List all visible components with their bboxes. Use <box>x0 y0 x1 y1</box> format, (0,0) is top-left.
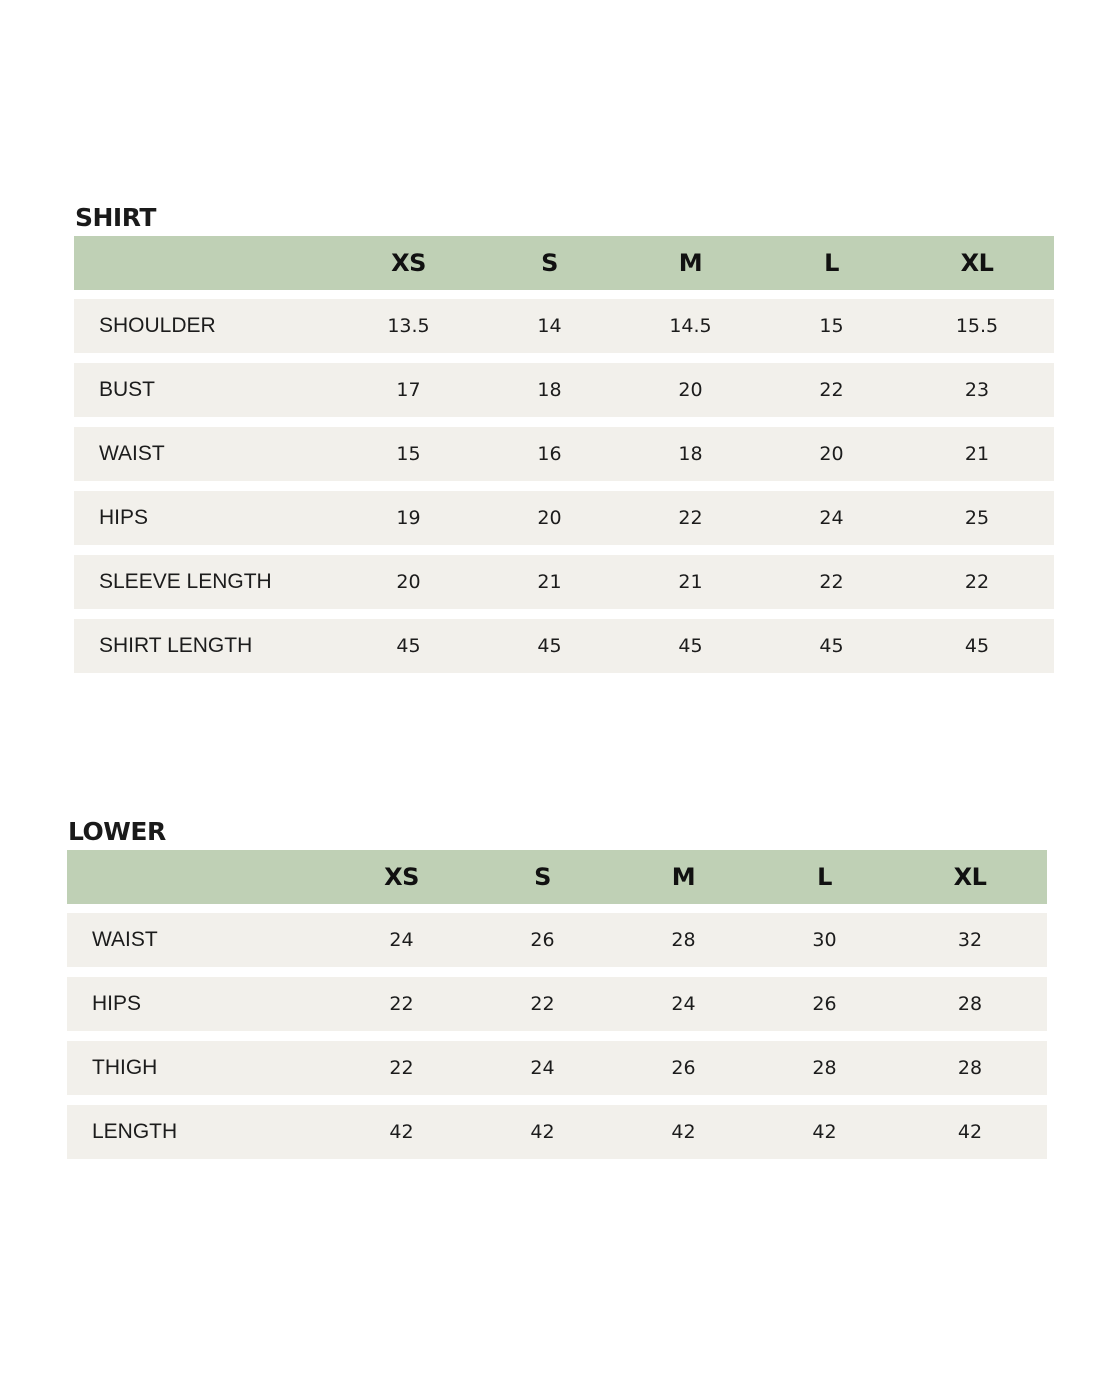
table-cell: 24 <box>819 507 844 529</box>
table-cell: 19 <box>396 507 421 529</box>
lower-size-m: M <box>671 863 696 891</box>
table-cell: 28 <box>957 993 983 1015</box>
table-cell: 16 <box>537 443 562 465</box>
table-cell: 45 <box>396 635 421 657</box>
table-cell: 42 <box>530 1121 555 1143</box>
table-cell: 22 <box>819 571 844 593</box>
lower-size-table <box>67 850 1047 1159</box>
table-cell: 18 <box>537 379 562 401</box>
table-cell: 42 <box>957 1121 983 1143</box>
table-cell: 14.5 <box>669 315 712 337</box>
table-cell: 18 <box>678 443 703 465</box>
shirt-size-l: L <box>824 249 839 277</box>
table-cell: 45 <box>819 635 844 657</box>
table-cell: 45 <box>678 635 703 657</box>
table-cell: 15 <box>819 315 844 337</box>
shirt-size-table <box>74 236 1054 673</box>
table-cell: 23 <box>964 379 990 401</box>
table-cell: 42 <box>671 1121 696 1143</box>
table-cell: 42 <box>389 1121 414 1143</box>
lower-section-title: LOWER <box>68 817 166 846</box>
table-cell: 22 <box>530 993 555 1015</box>
lower-size-s: S <box>534 863 551 891</box>
table-cell: 13.5 <box>387 315 430 337</box>
table-cell: 21 <box>537 571 562 593</box>
row-label: WAIST <box>92 928 158 951</box>
row-label: LENGTH <box>92 1120 178 1143</box>
table-row <box>67 913 1047 967</box>
table-cell: 14 <box>537 315 562 337</box>
table-cell: 17 <box>396 379 421 401</box>
table-cell: 15.5 <box>955 315 999 337</box>
table-cell: 20 <box>396 571 421 593</box>
table-cell: 28 <box>671 929 696 951</box>
table-cell: 28 <box>812 1057 837 1079</box>
table-row <box>74 619 1054 673</box>
table-row <box>74 555 1054 609</box>
table-cell: 45 <box>964 635 990 657</box>
row-label: THIGH <box>92 1056 158 1079</box>
table-cell: 25 <box>964 507 990 529</box>
table-cell: 26 <box>530 929 555 951</box>
table-cell: 15 <box>396 443 421 465</box>
row-label: BUST <box>99 378 156 401</box>
row-label: WAIST <box>99 442 165 465</box>
shirt-header-row <box>74 236 1054 290</box>
table-cell: 30 <box>812 929 837 951</box>
table-cell: 24 <box>530 1057 555 1079</box>
table-cell: 26 <box>671 1057 696 1079</box>
row-label: SHOULDER <box>99 314 216 337</box>
row-label: SHIRT LENGTH <box>99 634 253 657</box>
table-cell: 26 <box>812 993 837 1015</box>
table-cell: 20 <box>537 507 562 529</box>
table-row <box>74 427 1054 481</box>
table-cell: 42 <box>812 1121 837 1143</box>
table-cell: 21 <box>964 443 990 465</box>
table-row <box>67 1105 1047 1159</box>
table-cell: 22 <box>819 379 844 401</box>
row-label: HIPS <box>92 992 142 1015</box>
table-cell: 24 <box>389 929 414 951</box>
table-cell: 45 <box>537 635 562 657</box>
shirt-section-title: SHIRT <box>75 203 156 232</box>
table-cell: 24 <box>671 993 696 1015</box>
table-row <box>74 299 1054 353</box>
shirt-size-m: M <box>678 249 703 277</box>
table-row <box>74 363 1054 417</box>
table-cell: 22 <box>678 507 703 529</box>
table-cell: 20 <box>819 443 844 465</box>
lower-size-l: L <box>817 863 832 891</box>
shirt-size-chart <box>74 200 1054 683</box>
lower-size-chart <box>67 814 1047 1169</box>
shirt-size-s: S <box>541 249 558 277</box>
table-cell: 21 <box>678 571 703 593</box>
table-row <box>74 491 1054 545</box>
table-cell: 28 <box>957 1057 983 1079</box>
table-cell: 32 <box>957 929 983 951</box>
table-row <box>67 1041 1047 1095</box>
lower-header-row <box>67 850 1047 904</box>
table-row <box>67 977 1047 1031</box>
lower-size-xl: XL <box>953 863 987 891</box>
row-label: HIPS <box>99 506 149 529</box>
shirt-size-xs: XS <box>391 249 426 277</box>
lower-size-xs: XS <box>384 863 419 891</box>
table-cell: 22 <box>389 993 414 1015</box>
table-cell: 22 <box>964 571 990 593</box>
table-cell: 20 <box>678 379 703 401</box>
shirt-size-xl: XL <box>960 249 994 277</box>
table-cell: 22 <box>389 1057 414 1079</box>
row-label: SLEEVE LENGTH <box>99 570 272 593</box>
